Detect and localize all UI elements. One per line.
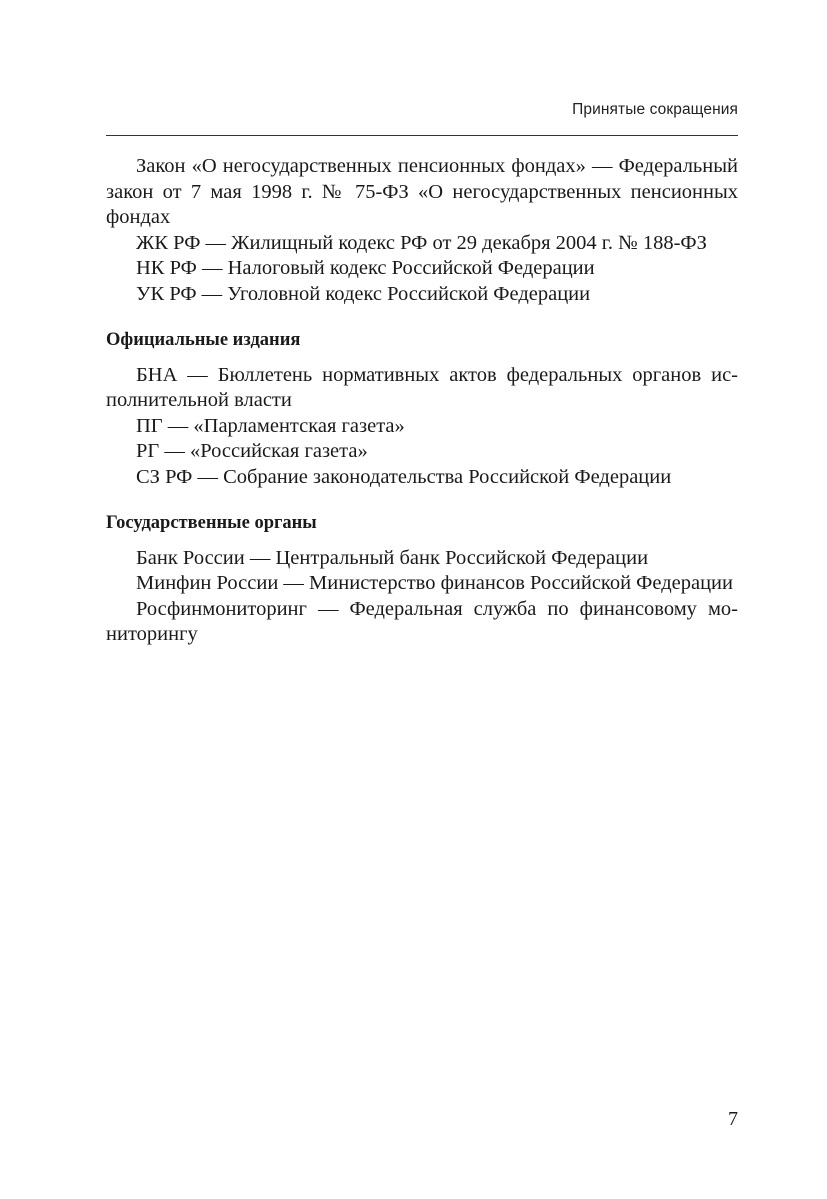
heading-spacer	[106, 354, 738, 363]
abbreviation-entry: ЖК РФ — Жилищный кодекс РФ от 29 декабря 2004 г. № 188-ФЗ	[136, 231, 707, 254]
page-body	[106, 154, 738, 648]
page-number: 7	[728, 1108, 738, 1130]
header-rule	[106, 135, 738, 136]
state-bodies-section	[106, 511, 738, 648]
abbreviation-entry: РГ — «Российская газета»	[136, 440, 368, 462]
running-head-title: Принятые сокращения	[572, 101, 738, 118]
section-spacer	[106, 307, 738, 328]
abbreviation-entry: СЗ РФ — Собрание законодательства Российской Федерации	[136, 465, 672, 488]
section-heading: Государственные органы	[106, 513, 317, 533]
laws-list	[106, 154, 738, 307]
official-publications-section	[106, 328, 738, 490]
abbreviation-entry: Банк России — Центральный банк Российской Федерации	[136, 546, 649, 569]
section-heading: Официальные издания	[106, 330, 301, 350]
abbreviation-entry: Закон «О негосударственных пенсионных фондах» — Федеральный закон от 7 мая 1998 г. № 75-ФЗ «О негосударственных пенсионных фондах	[106, 155, 738, 228]
abbreviation-entry: ПГ — «Парламентская газета»	[136, 414, 405, 437]
abbreviation-entry: УК РФ — Уголовной кодекс Российской Федерации	[136, 282, 591, 305]
abbreviation-entry: НК РФ — Налоговый кодекс Российской Федерации	[136, 257, 595, 279]
section-spacer	[106, 490, 738, 511]
abbreviation-entry: Минфин России — Министерство финансов Российской Федерации	[136, 572, 733, 594]
abbreviation-entry: БНА — Бюллетень нормативных актов федеральных органов исполнительной власти	[106, 363, 738, 411]
heading-spacer	[106, 537, 738, 546]
abbreviation-entry: Росфинмониторинг — Федеральная служба по финансовому мониторингу	[106, 597, 738, 645]
